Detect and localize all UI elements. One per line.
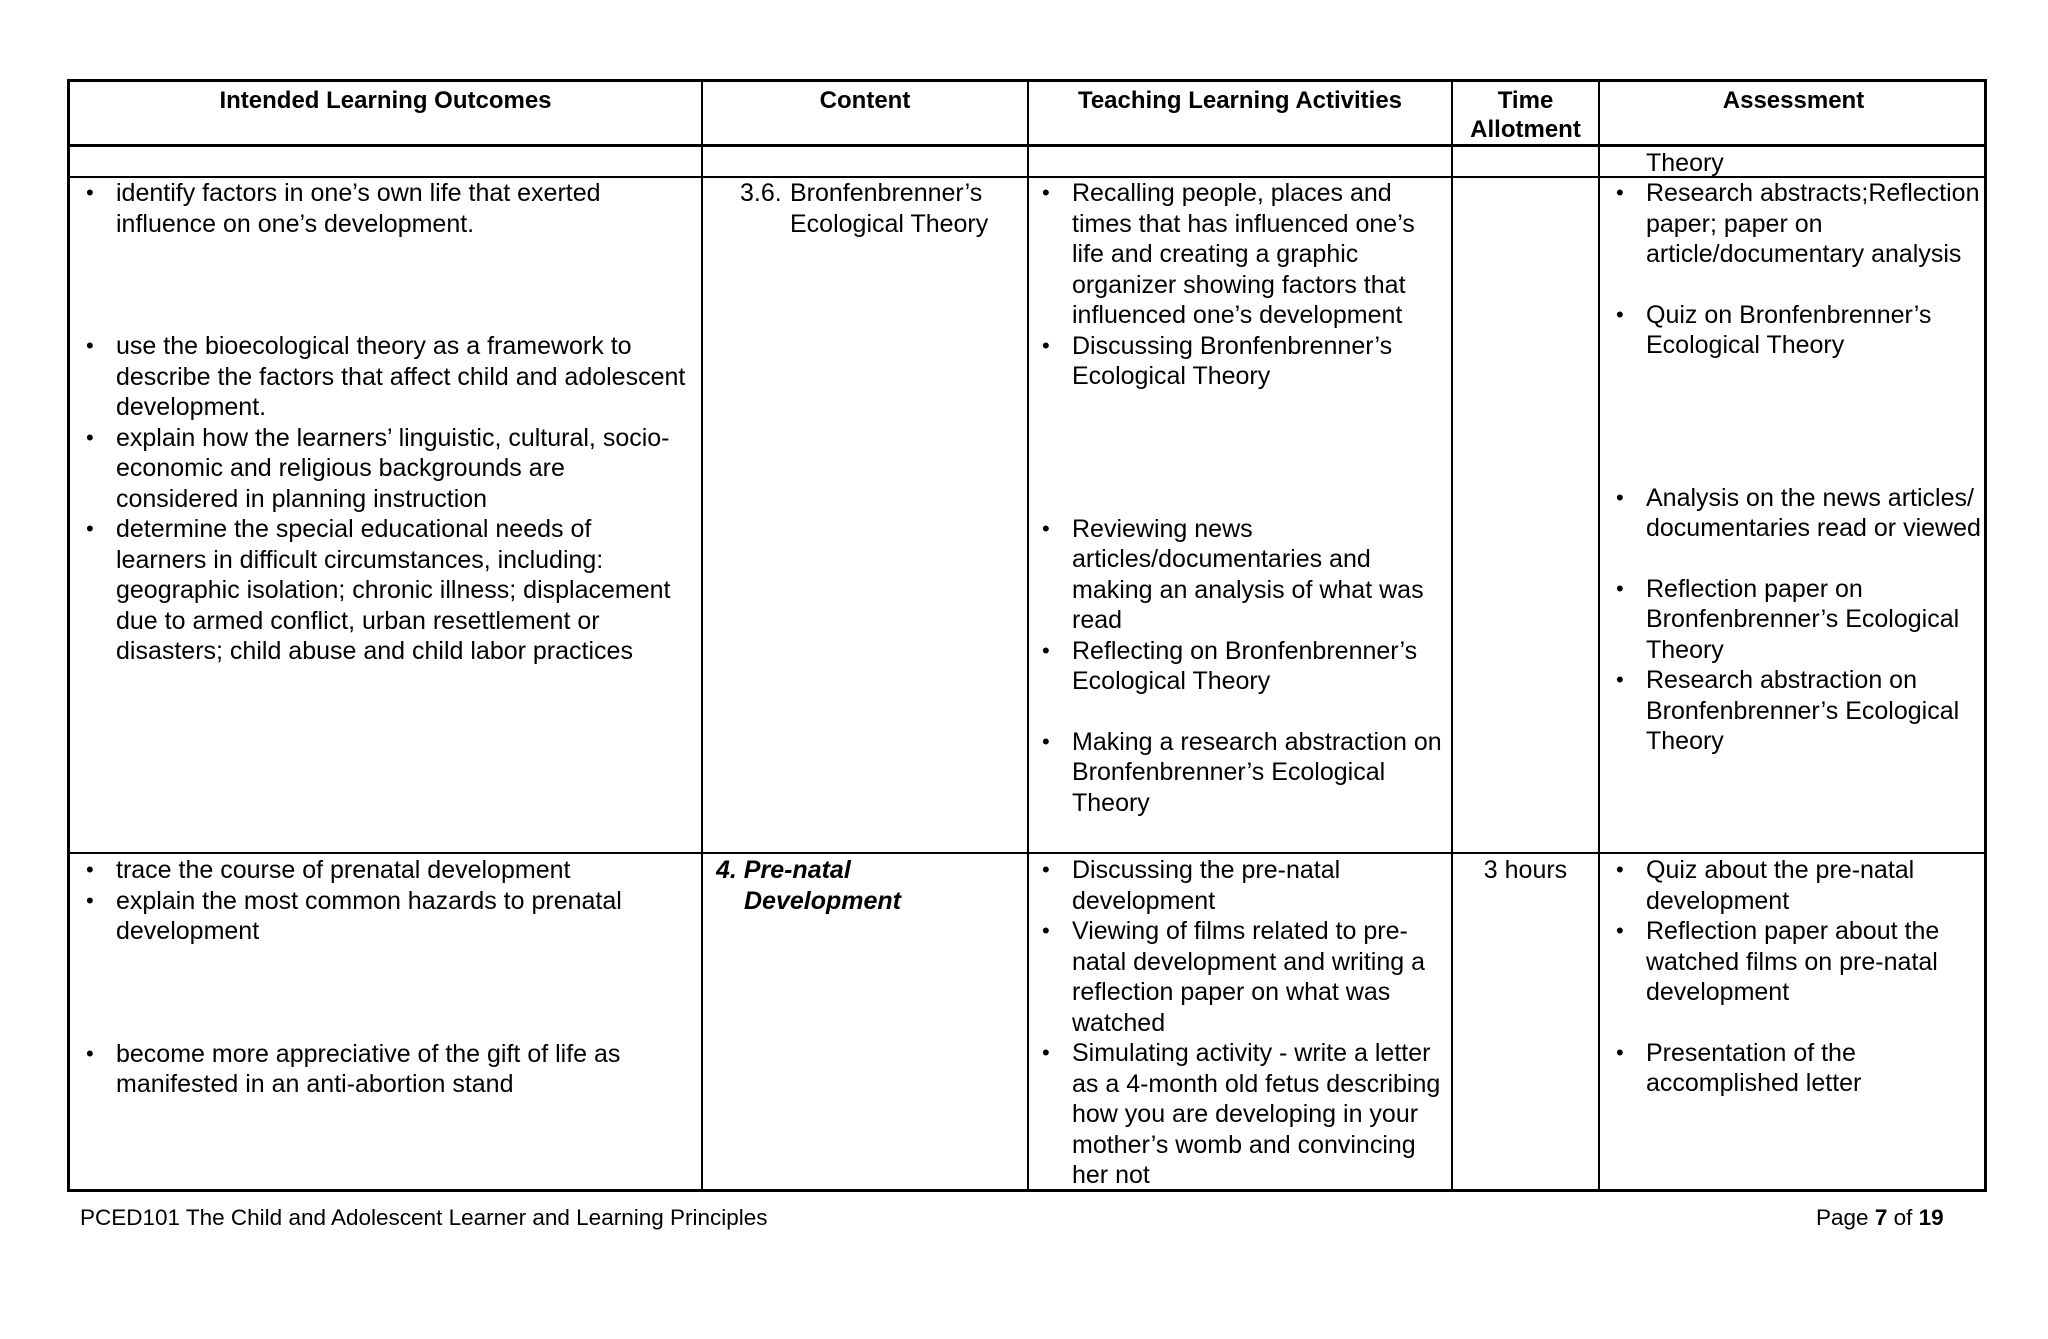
column-divider — [701, 82, 703, 1189]
content-topic-line1: 4. Pre-natal — [716, 856, 851, 884]
footer-course-title: PCED101 The Child and Adolescent Learner and Learning Principles — [80, 1205, 768, 1230]
column-divider — [1027, 82, 1029, 1189]
assessment-cell-bronfenbrenner — [1608, 178, 1983, 757]
list-item: • Reflection paper on Bronfenbrenner’s Ecological Theory — [1608, 574, 1983, 666]
continued-assessment-text: Theory — [1646, 149, 1724, 177]
list-item: • use the bioecological theory as a framework to describe the factors that affect child and adolescent development. — [78, 331, 688, 423]
assessment-cell-prenatal — [1608, 855, 1983, 1099]
content-topic — [790, 178, 988, 239]
list-item: • Research abstracts;Reflection paper; paper on article/documentary analysis — [1608, 178, 1983, 270]
list-item: • identify factors in one’s own life that exerted influence on one’s development. — [78, 178, 688, 239]
syllabus-table — [67, 79, 1987, 1192]
column-divider — [1451, 82, 1453, 1189]
header-outcomes: Intended Learning Outcomes — [219, 87, 552, 114]
content-topic-line1: Bronfenbrenner’s — [790, 179, 983, 207]
list-item: • Recalling people, places and times that has influenced one’s life and creating a graphic organizer showing factors that influenced one’s development — [1034, 178, 1446, 331]
list-item: • Reviewing news articles/documentaries and making an analysis of what was read — [1034, 514, 1446, 636]
header-divider — [70, 144, 1984, 147]
list-item: • Discussing the pre-natal development — [1034, 855, 1446, 916]
row-divider — [70, 852, 1984, 854]
list-item: • Research abstraction on Bronfenbrenner’s Ecological Theory — [1608, 665, 1983, 757]
list-item: • Viewing of films related to pre-natal development and writing a reflection paper on what was watched — [1034, 916, 1446, 1038]
content-cell-bronfenbrenner — [740, 178, 1020, 240]
column-divider — [1598, 82, 1600, 1189]
outcomes-cell-bronfenbrenner — [78, 178, 688, 667]
page-current: 7 — [1874, 1205, 1888, 1230]
footer-page-number — [1816, 1205, 1944, 1231]
content-topic-line2: Development — [744, 886, 901, 915]
list-item: • Reflection paper about the watched films on pre-natal development — [1608, 916, 1983, 1008]
header-time-line2: Allotment — [1470, 116, 1581, 143]
header-time-line1: Time — [1497, 87, 1554, 114]
list-item: • Analysis on the news articles/ documentaries read or viewed — [1608, 483, 1983, 544]
header-content: Content — [819, 87, 911, 114]
time-cell-prenatal: 3 hours — [1483, 856, 1568, 884]
header-assessment: Assessment — [1722, 87, 1865, 114]
page-total: 19 — [1918, 1205, 1944, 1230]
list-item: • Discussing Bronfenbrenner’s Ecological Theory — [1034, 331, 1446, 392]
page-prefix: Page — [1816, 1205, 1875, 1230]
list-item: • determine the special educational needs of learners in difficult circumstances, including: geographic isolation; chronic illness; displacement due to armed conflict, urban resettlement or disasters; child abuse and child labor practices — [78, 514, 688, 667]
content-number: 3.6. — [740, 179, 782, 207]
content-topic-line2: Ecological Theory — [790, 209, 989, 238]
list-item: • Quiz about the pre-natal development — [1608, 855, 1983, 916]
list-item: • Simulating activity - write a letter as a 4-month old fetus describing how you are developing in your mother’s womb and convincing her not — [1034, 1038, 1446, 1191]
list-item: • Quiz on Bronfenbrenner’s Ecological Theory — [1608, 300, 1983, 361]
list-item: • Making a research abstraction on Bronfenbrenner’s Ecological Theory — [1034, 727, 1446, 819]
activities-cell-bronfenbrenner — [1034, 178, 1446, 818]
list-item: • trace the course of prenatal development — [78, 855, 688, 886]
header-time-allotment — [1453, 86, 1598, 144]
list-item: • Presentation of the accomplished letter — [1608, 1038, 1983, 1099]
outcomes-cell-prenatal — [78, 855, 688, 1100]
list-item: • Reflecting on Bronfenbrenner’s Ecological Theory — [1034, 636, 1446, 697]
activities-cell-prenatal — [1034, 855, 1446, 1191]
content-cell-prenatal — [716, 855, 1016, 916]
list-item: • explain the most common hazards to prenatal development — [78, 886, 688, 947]
list-item: • become more appreciative of the gift of life as manifested in an anti-abortion stand — [78, 1039, 688, 1100]
list-item: • explain how the learners’ linguistic, cultural, socio-economic and religious backgrounds are considered in planning instruction — [78, 423, 688, 515]
page-of: of — [1887, 1205, 1919, 1230]
header-activities: Teaching Learning Activities — [1077, 87, 1403, 114]
